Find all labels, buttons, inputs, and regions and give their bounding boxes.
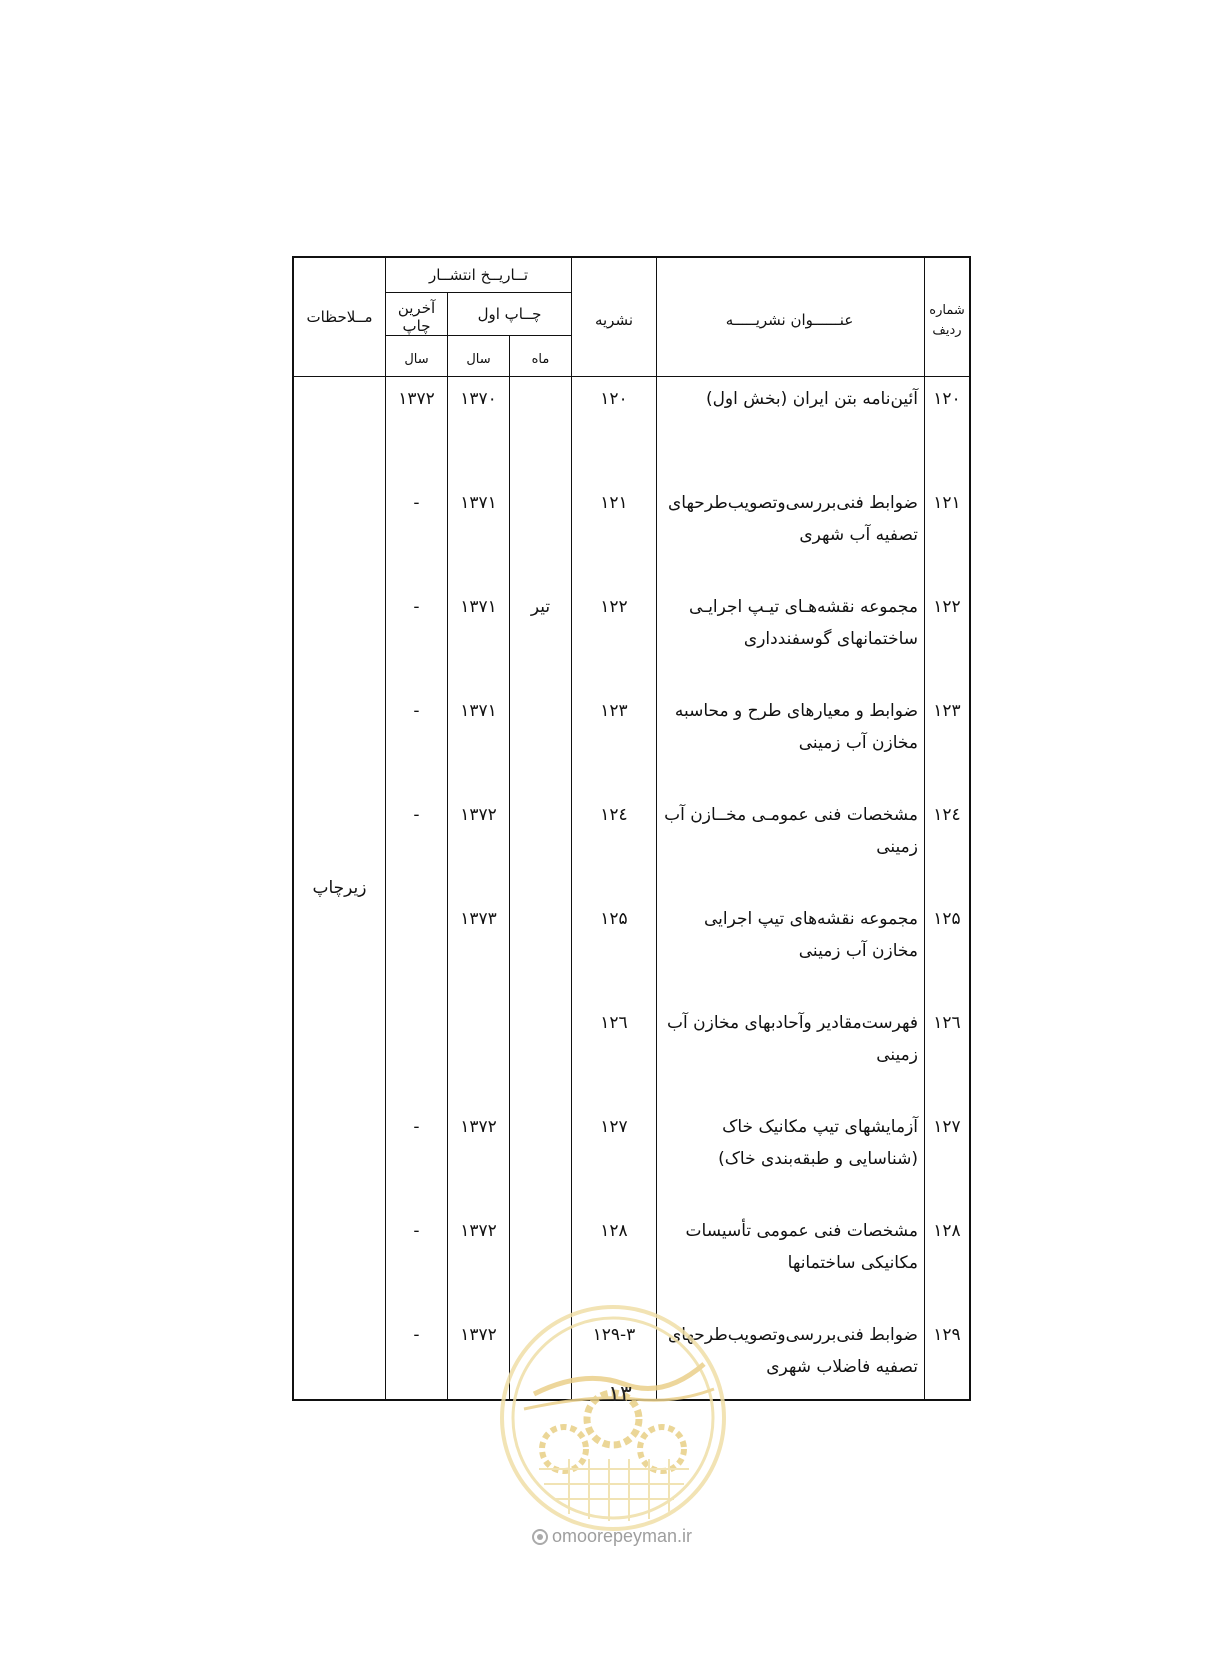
last-print-year: - [386, 1313, 448, 1400]
publication-number: ۱۲٤ [572, 793, 657, 897]
first-print-month [510, 793, 572, 897]
publication-number: ۱۲٦ [572, 1001, 657, 1105]
row-number-label: شماره ردیف [929, 303, 965, 338]
table-row [293, 1209, 970, 1313]
publication-title: مشخصات فنی عمومـی مخــازن آب زمینی [657, 793, 925, 897]
header-first-print [448, 293, 572, 336]
first-print-year: ۱۳۷۰ [448, 377, 510, 482]
row-number: ۱۲۷ [925, 1105, 971, 1209]
last-print-year [386, 1001, 448, 1105]
first-print-month [510, 377, 572, 482]
first-print-month [510, 1105, 572, 1209]
last-print-label: آخرین چاپ [397, 299, 436, 335]
row-number: ۱۲۳ [925, 689, 971, 793]
publication-number: ۱۲۰ [572, 377, 657, 482]
row-number: ۱۲٦ [925, 1001, 971, 1105]
notes-value: زیرچاپ [293, 377, 386, 1401]
first-print-year: ۱۳۷۲ [448, 1209, 510, 1313]
publication-title: آزمایشهای تیپ مکانیک خاک (شناسایی و طبقه‌بندی خاک) [657, 1105, 925, 1209]
publication-title: مجموعه نقشه‌های تیپ اجرایی مخازن آب زمینی [657, 897, 925, 1001]
table-row [293, 585, 970, 689]
watermark-logo [500, 1305, 726, 1531]
table-row [293, 793, 970, 897]
table-row [293, 689, 970, 793]
header-notes [293, 257, 386, 377]
publications-table [292, 256, 971, 1401]
first-print-month: تیر [510, 585, 572, 689]
publication-number: ۱۲۵ [572, 897, 657, 1001]
page-number: ۱۳ [608, 1382, 632, 1407]
publication-label: نشریه [594, 311, 634, 329]
last-print-year: - [386, 1105, 448, 1209]
logo-graphic [504, 1309, 722, 1527]
header-year [448, 336, 510, 377]
publication-title: مشخصات فنی عمومی تأسیسات مکانیکی ساختمانها [657, 1209, 925, 1313]
publication-number: ۱۲۸ [572, 1209, 657, 1313]
first-print-month [510, 1001, 572, 1105]
first-print-year: ۱۳۷۱ [448, 689, 510, 793]
header-last-year [386, 336, 448, 377]
first-print-year: ۱۳۷۲ [448, 1313, 510, 1400]
publication-number: ۱۲۹-۳ [572, 1313, 657, 1400]
publication-title: فهرست‌مقادیر وآحادبهای مخازن آب زمینی [657, 1001, 925, 1105]
title-label: عنــــــوان نشریـــــه [725, 311, 854, 329]
header-last-print [386, 293, 448, 336]
first-print-month [510, 689, 572, 793]
row-number: ۱۲۰ [925, 377, 971, 482]
first-print-year: ۱۳۷۲ [448, 793, 510, 897]
table-body [293, 377, 970, 1401]
first-print-label: چــاپ اول [477, 305, 542, 323]
row-number: ۱۲۸ [925, 1209, 971, 1313]
publication-number: ۱۲۳ [572, 689, 657, 793]
header-month [510, 336, 572, 377]
header-row-number [925, 257, 971, 377]
first-print-month [510, 1209, 572, 1313]
last-print-year [386, 897, 448, 1001]
last-print-year: ۱۳۷۲ [386, 377, 448, 482]
date-label: تــاریــخ انتشــار [428, 266, 529, 284]
row-number: ۱۲۱ [925, 481, 971, 585]
row-number: ۱۲۹ [925, 1313, 971, 1400]
last-print-year: - [386, 1209, 448, 1313]
year-label: سال [466, 352, 491, 367]
first-print-year: ۱۳۷۳ [448, 897, 510, 1001]
watermark-url [512, 1526, 712, 1547]
first-print-month [510, 897, 572, 1001]
last-print-year: - [386, 689, 448, 793]
table-row [293, 377, 970, 482]
publication-title: مجموعه نقشه‌هـای تیـپ اجرایـی ساختمانهای گوسفندداری [657, 585, 925, 689]
first-print-month [510, 481, 572, 585]
at-icon [532, 1529, 548, 1545]
table-row [293, 481, 970, 585]
publication-title: آئین‌نامه بتن ایران (بخش اول) [657, 377, 925, 482]
table-row [293, 897, 970, 1001]
row-number: ۱۲٤ [925, 793, 971, 897]
table-row [293, 1105, 970, 1209]
publication-number: ۱۲۲ [572, 585, 657, 689]
first-print-year: ۱۳۷۱ [448, 585, 510, 689]
first-print-year: ۱۳۷۱ [448, 481, 510, 585]
row-number: ۱۲۵ [925, 897, 971, 1001]
first-print-year [448, 1001, 510, 1105]
row-number: ۱۲۲ [925, 585, 971, 689]
first-print-year: ۱۳۷۲ [448, 1105, 510, 1209]
header-date [386, 257, 572, 293]
month-label: ماه [531, 352, 550, 367]
last-print-year: - [386, 481, 448, 585]
table-row [293, 1001, 970, 1105]
last-print-year: - [386, 793, 448, 897]
publication-title: ضوابط و معیارهای طرح و محاسبه مخازن آب زمینی [657, 689, 925, 793]
notes-label: مــلاحظات [306, 308, 373, 326]
watermark-url-text: omoorepeyman.ir [551, 1526, 693, 1546]
publication-number: ۱۲۷ [572, 1105, 657, 1209]
header-publication [572, 257, 657, 377]
last-year-label: سال [404, 352, 429, 367]
last-print-year: - [386, 585, 448, 689]
publication-title: ضوابط فنی‌بررسی‌وتصویب‌طرحهای تصفیه آب شهری [657, 481, 925, 585]
publication-number: ۱۲۱ [572, 481, 657, 585]
header-title [657, 257, 925, 377]
publication-title: ضوابط فنی‌بررسی‌وتصویب‌طرحهای تصفیه فاضلاب شهری [657, 1313, 925, 1400]
